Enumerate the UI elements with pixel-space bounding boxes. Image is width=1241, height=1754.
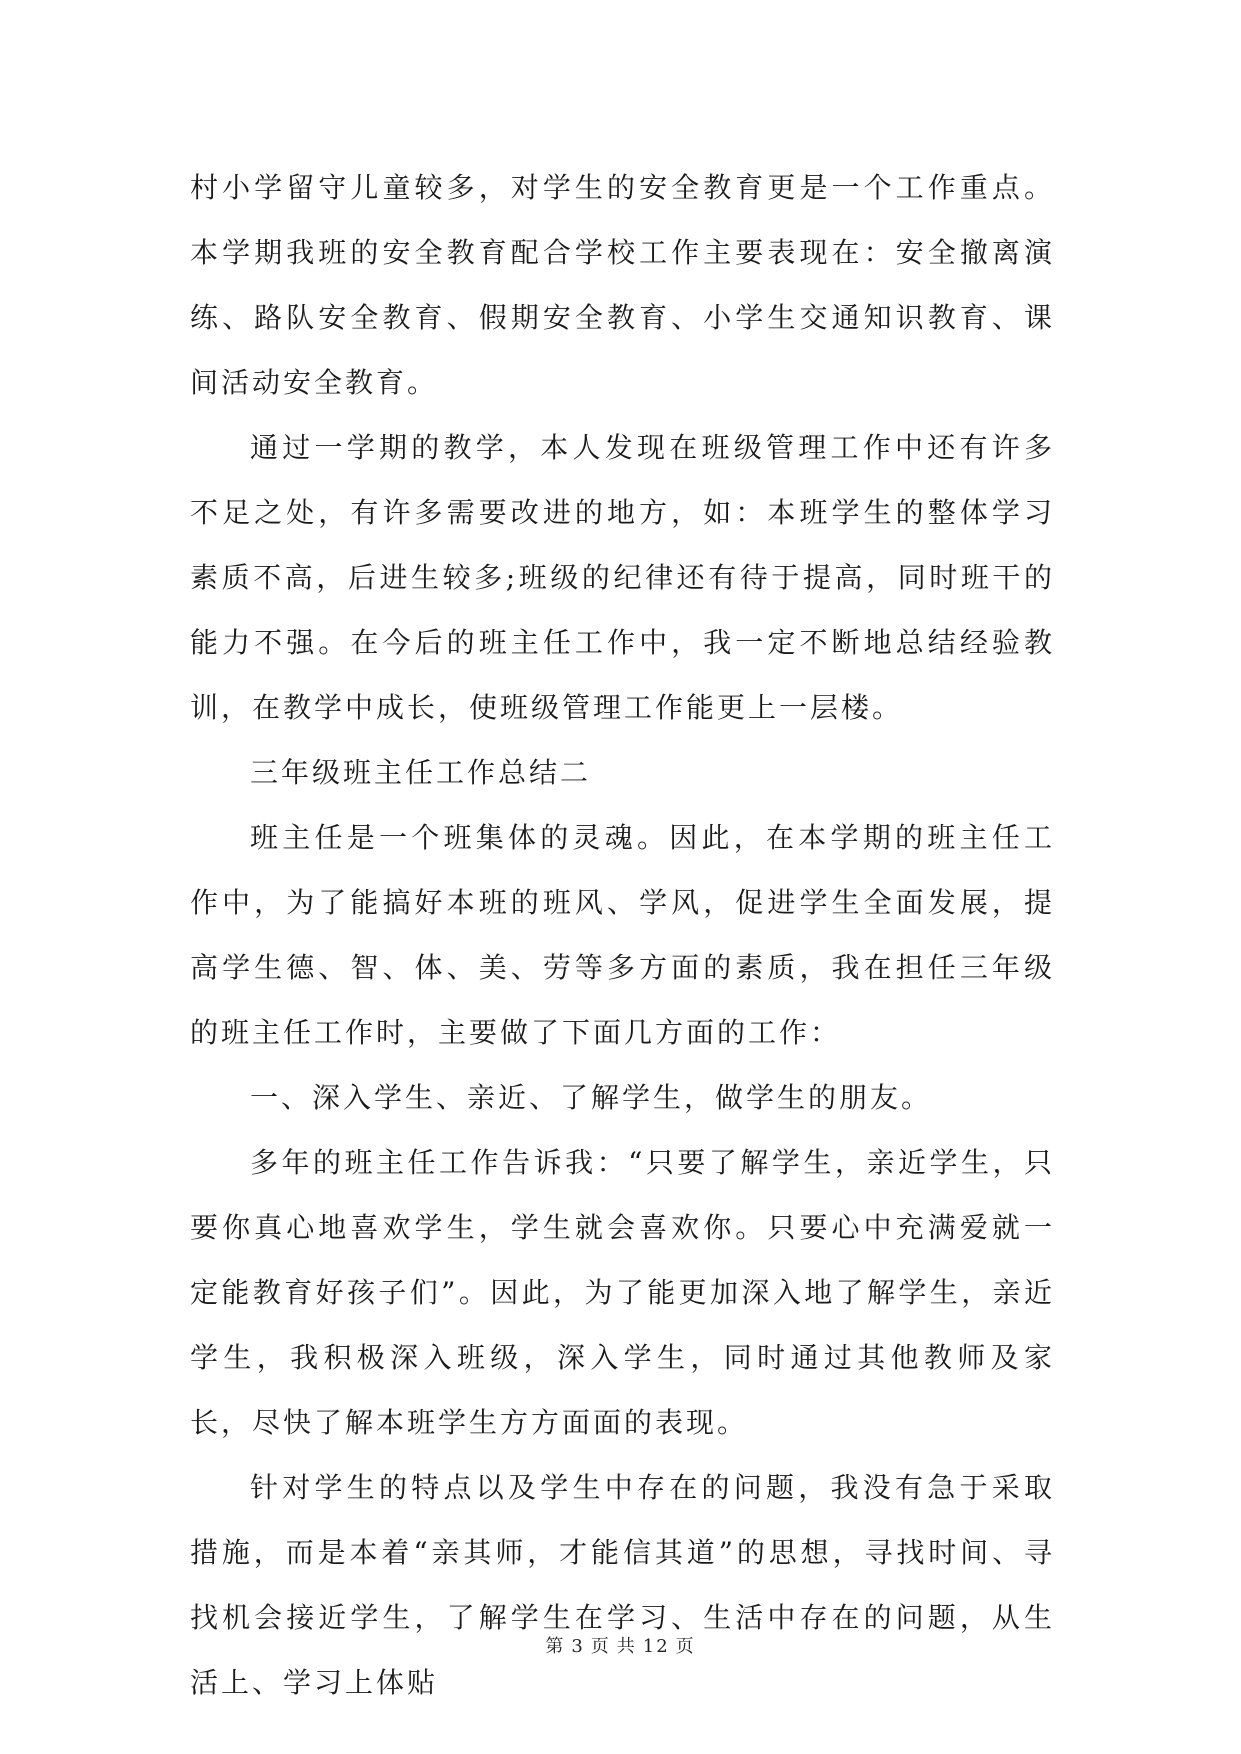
page-footer — [0, 1632, 1241, 1658]
footer-total-pages: 12 — [642, 1636, 670, 1657]
footer-current-page: 3 — [571, 1636, 585, 1657]
paragraph-3: 班主任是一个班集体的灵魂。因此，在本学期的班主任工作中，为了能搞好本班的班风、学风，促进学生全面发展，提高学生德、智、体、美、劳等多方面的素质，我在担任三年级的班主任工作时，主要做了下面几方面的工作： — [190, 821, 1055, 1049]
paragraph-2: 通过一学期的教学，本人发现在班级管理工作中还有许多不足之处，有许多需要改进的地方，如：本班学生的整体学习素质不高，后进生较多;班级的纪律还有待于提高，同时班干的能力不强。在今后的班主任工作中，我一定不断地总结经验教训，在教学中成长，使班级管理工作能更上一层楼。 — [190, 431, 1055, 724]
paragraph-5: 针对学生的特点以及学生中存在的问题，我没有急于采取措施，而是本着“亲其师，才能信其道”的思想，寻找时间、寻找机会接近学生，了解学生在学习、生活中存在的问题，从生活上、学习上体贴 — [190, 1471, 1055, 1699]
footer-prefix: 第 — [545, 1636, 566, 1657]
subheading-1: 一、深入学生、亲近、了解学生，做学生的朋友。 — [250, 1081, 933, 1114]
paragraph-1: 村小学留守儿童较多，对学生的安全教育更是一个工作重点。本学期我班的安全教育配合学校工作主要表现在：安全撤离演练、路队安全教育、假期安全教育、小学生交通知识教育、课间活动安全教育。 — [190, 171, 1055, 399]
footer-suffix: 页 — [675, 1636, 696, 1657]
paragraph-4: 多年的班主任工作告诉我：“只要了解学生，亲近学生，只要你真心地喜欢学生，学生就会喜欢你。只要心中充满爱就一定能教育好孩子们”。因此，为了能更加深入地了解学生，亲近学生，我积极深入班级，深入学生，同时通过其他教师及家长，尽快了解本班学生方方面面的表现。 — [190, 1146, 1055, 1439]
footer-total-word: 共 — [616, 1636, 637, 1657]
footer-page-word: 页 — [590, 1636, 611, 1657]
section-heading: 三年级班主任工作总结二 — [250, 756, 592, 789]
document-body — [190, 155, 1055, 1715]
